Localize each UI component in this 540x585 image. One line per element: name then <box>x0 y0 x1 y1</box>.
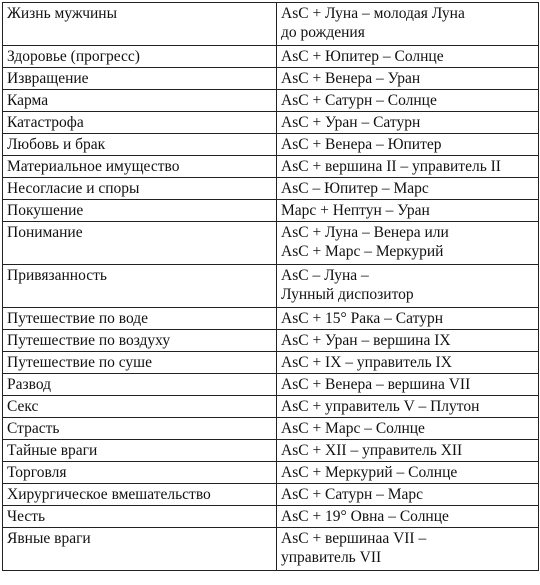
table-row <box>3 308 539 330</box>
formula-cell <box>277 418 539 440</box>
term-cell: Путешествие по суше <box>3 352 277 374</box>
formula-line: AsC + Уран – вершина IX <box>281 332 451 349</box>
formula-cell <box>277 528 539 571</box>
formula-cell <box>277 352 539 374</box>
term-cell: Привязанность <box>3 265 277 308</box>
formula-cell <box>277 222 539 265</box>
formula-line: AsC + Уран – Сатурн <box>281 114 421 131</box>
formula-line: AsC + Меркурий – Солнце <box>281 464 458 481</box>
table-row <box>3 90 539 112</box>
term-cell: Честь <box>3 506 277 528</box>
table-row <box>3 178 539 200</box>
formula-cell <box>277 506 539 528</box>
formula-cell <box>277 374 539 396</box>
term-cell: Жизнь мужчины <box>3 3 277 46</box>
table-row <box>3 528 539 571</box>
formula-line: AsC – Юпитер – Марс <box>281 180 429 197</box>
formula-cell <box>277 134 539 156</box>
formula-cell <box>277 265 539 308</box>
formula-line: AsC + Венера – Юпитер <box>281 136 442 153</box>
formula-cell <box>277 3 539 46</box>
table-row <box>3 3 539 46</box>
term-cell: Материальное имущество <box>3 156 277 178</box>
table-wrapper <box>2 2 539 571</box>
table-row <box>3 330 539 352</box>
formula-line: AsC + вершинаа VII – <box>281 530 427 547</box>
formula-line: AsC + Марс – Меркурий <box>281 243 444 260</box>
table-row <box>3 396 539 418</box>
formula-cell <box>277 112 539 134</box>
formula-line: до рождения <box>281 24 365 41</box>
term-cell: Развод <box>3 374 277 396</box>
formula-line: Марс + Нептун – Уран <box>281 202 430 219</box>
table-row <box>3 134 539 156</box>
formula-line: AsC + Юпитер – Солнце <box>281 48 444 65</box>
table-row <box>3 156 539 178</box>
formula-line: управитель VII <box>281 549 382 566</box>
term-cell: Катастрофа <box>3 112 277 134</box>
formula-cell <box>277 178 539 200</box>
formula-line: AsC + 19° Овна – Солнце <box>281 508 449 525</box>
term-cell: Несогласие и споры <box>3 178 277 200</box>
table-row <box>3 222 539 265</box>
term-cell: Понимание <box>3 222 277 265</box>
table-row <box>3 200 539 222</box>
formula-line: AsC + Сатурн – Солнце <box>281 92 437 109</box>
formula-cell <box>277 440 539 462</box>
formula-cell <box>277 46 539 68</box>
formula-line: AsC + Марс – Солнце <box>281 420 425 437</box>
term-cell: Карма <box>3 90 277 112</box>
term-cell: Секс <box>3 396 277 418</box>
term-cell: Любовь и брак <box>3 134 277 156</box>
formula-line: AsC + IX – управитель IX <box>281 354 452 371</box>
formula-cell <box>277 462 539 484</box>
formula-line: AsC + Венера – Уран <box>281 70 421 87</box>
table-row <box>3 265 539 308</box>
formula-cell <box>277 484 539 506</box>
formula-cell <box>277 68 539 90</box>
term-cell: Покушение <box>3 200 277 222</box>
table-row <box>3 352 539 374</box>
formula-line: AsC + XII – управитель XII <box>281 442 463 459</box>
formula-cell <box>277 396 539 418</box>
table-row <box>3 506 539 528</box>
formula-cell <box>277 90 539 112</box>
table-row <box>3 46 539 68</box>
formula-line: AsC + Луна – Венера или <box>281 224 449 241</box>
table-row <box>3 462 539 484</box>
term-cell: Торговля <box>3 462 277 484</box>
term-cell: Путешествие по воздуху <box>3 330 277 352</box>
formula-cell <box>277 308 539 330</box>
formulas-table <box>2 2 539 571</box>
term-cell: Извращение <box>3 68 277 90</box>
formula-cell <box>277 200 539 222</box>
formula-cell <box>277 330 539 352</box>
table-row <box>3 68 539 90</box>
table-body <box>3 3 539 571</box>
formula-line: AsC + 15° Рака – Сатурн <box>281 310 443 327</box>
term-cell: Хирургическое вмешательство <box>3 484 277 506</box>
formula-line: Лунный диспозитор <box>281 286 414 303</box>
formula-line: AsC + управитель V – Плутон <box>281 398 480 415</box>
term-cell: Здоровье (прогресс) <box>3 46 277 68</box>
term-cell: Путешествие по воде <box>3 308 277 330</box>
table-row <box>3 440 539 462</box>
formula-line: AsC + вершина II – управитель II <box>281 158 501 175</box>
formula-line: AsC + Луна – молодая Луна <box>281 5 465 22</box>
term-cell: Тайные враги <box>3 440 277 462</box>
formula-cell <box>277 156 539 178</box>
table-row <box>3 374 539 396</box>
formula-line: AsC + Сатурн – Марс <box>281 486 424 503</box>
table-row <box>3 112 539 134</box>
term-cell: Страсть <box>3 418 277 440</box>
table-row <box>3 484 539 506</box>
formula-line: AsC – Луна – <box>281 267 369 284</box>
term-cell: Явные враги <box>3 528 277 571</box>
table-row <box>3 418 539 440</box>
formula-line: AsC + Венера – вершина VII <box>281 376 471 393</box>
